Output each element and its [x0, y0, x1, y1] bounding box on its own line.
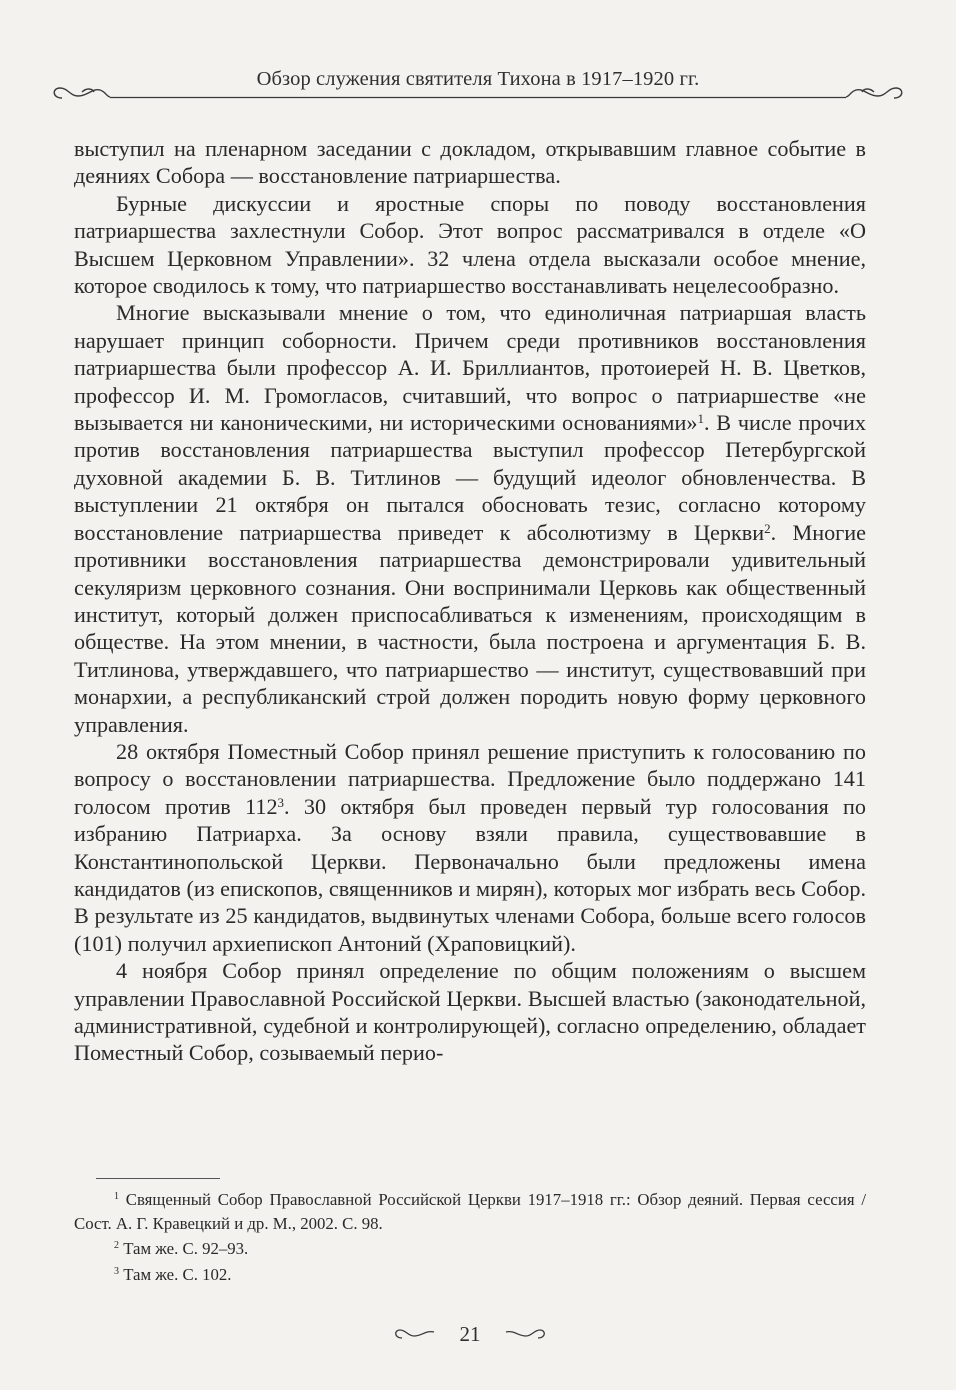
footnote-text: Священный Собор Православной Российской Церкви 1917–1918 гг.: Обзор деяний. Первая сессия / Сост. А. Г. Кравецкий и др. М., 2002. С. 98. — [74, 1190, 866, 1233]
footnote-text: Там же. С. 102. — [123, 1264, 232, 1284]
running-header — [48, 62, 908, 112]
footnote — [74, 1237, 866, 1261]
footnote — [74, 1263, 866, 1287]
paragraph-text: Многие высказывали мнение о том, что единоличная патриаршая власть нарушает принцип соборности. Причем среди противников восстановления патриаршества были профессор А. И. Бриллиантов, протоиерей Н. В. Цветков, профессор И. М. Громогласов, считавший, что вопрос о патриаршестве «не вызывается ни каноническими, ни историческими основаниями» — [74, 300, 866, 436]
paragraph-text: . Многие противники восстановления патриаршества демонстрировали удивительный секуляризм церковного сознания. Они воспринимали Церковь как общественный институт, который должен приспосабливаться к изменениям, происходящим в обществе. На этом мнении, в частности, была построена и аргументация Б. В. Титлинова, утверждавшего, что патриаршество — институт, существовавший при монархии, а республиканский строй должен породить новую форму церковного управления. — [74, 519, 866, 737]
paragraph: 4 ноября Собор принял определение по общим положениям о высшем управлении Православной Российской Церкви. Высшей властью (законодательной, административной, судебной и контролирующей), согласно определению, обладает Поместный Собор, созываемый перио- — [74, 958, 866, 1066]
paragraph — [74, 299, 866, 738]
footnotes — [74, 1188, 866, 1288]
main-text — [74, 135, 866, 1067]
footnote-divider — [96, 1178, 220, 1179]
footnote-number: 3 — [114, 1265, 119, 1277]
paragraph — [74, 738, 866, 957]
page-number: 21 — [459, 1322, 481, 1346]
footnote-number: 1 — [114, 1191, 119, 1202]
paragraph-text: . В числе прочих против восстановления патриаршества выступил профессор Петербургской духовной академии Б. В. Титлинов — будущий идеолог обновленчества. В выступлении 21 октября он пытался обосновать тезис, согласно которому восстановление патриаршества приведет к абсолютизму в Церкви — [74, 410, 866, 545]
footnote-ref: 2 — [764, 520, 771, 536]
page-footer — [380, 1318, 560, 1352]
paragraph: выступил на пленарном заседании с докладом, открывавшим главное событие в деяниях Собора — восстановление патриаршества. — [74, 136, 866, 189]
footnote-ref: 1 — [697, 411, 704, 427]
paragraph: Бурные дискуссии и яростные споры по поводу восстановления патриаршества захлестнули Собор. Этот вопрос рассматривался в отделе «О Высшем Церковном Управлении». 32 члена отдела высказали особое мнение, которое сводилось к тому, что патриаршество восстанавливать нецелесообразно. — [74, 190, 866, 299]
footnote — [74, 1188, 866, 1235]
footnote-text: Там же. С. 92–93. — [123, 1239, 249, 1259]
paragraph-text: . 30 октября был проведен первый тур голосования по избранию Патриарха. За основу взяли правила, существовавшие в Константинопольской Церкви. Первоначально были предложены имена кандидатов (из епископов, священников и мирян), которых мог избрать весь Собор. В результате из 25 кандидатов, выдвинутых членами Собора, больше всего голосов (101) получил архиепископ Антоний (Храповицкий). — [74, 793, 866, 956]
header-title: Обзор служения святителя Тихона в 1917–1920 гг. — [256, 68, 700, 90]
footnote-number: 2 — [114, 1240, 119, 1252]
paragraph-text: 28 октября Поместный Собор принял решение приступить к голосованию по вопросу о восстановлении патриаршества. Предложение было поддержано 141 голосом против 112 — [74, 738, 866, 819]
footnote-ref: 3 — [277, 794, 285, 810]
